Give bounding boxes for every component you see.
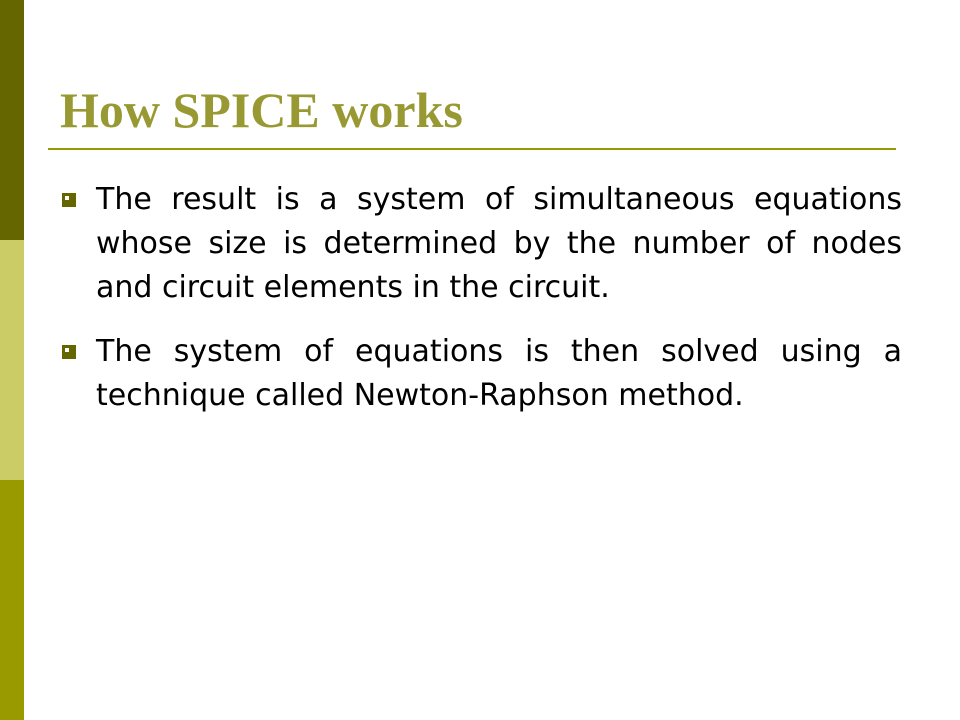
bullet-item [62,178,902,310]
side-bar-segment-middle [0,240,24,480]
bullet-list [62,178,902,438]
bullet-item [62,330,902,418]
title-divider [48,148,896,150]
bullet-text: The system of equations is then solved using a technique called Newton-Raphson method. [96,334,902,413]
side-bar-segment-bottom [0,480,24,720]
bullet-text: The result is a system of simultaneous equations whose size is determined by the number of nodes and circuit elements in the circuit. [96,182,902,305]
square-bullet-icon [62,345,76,359]
side-bar-segment-top [0,0,24,240]
square-bullet-icon [62,193,76,207]
slide-title: How SPICE works [60,82,463,138]
side-accent-bar [0,0,24,720]
